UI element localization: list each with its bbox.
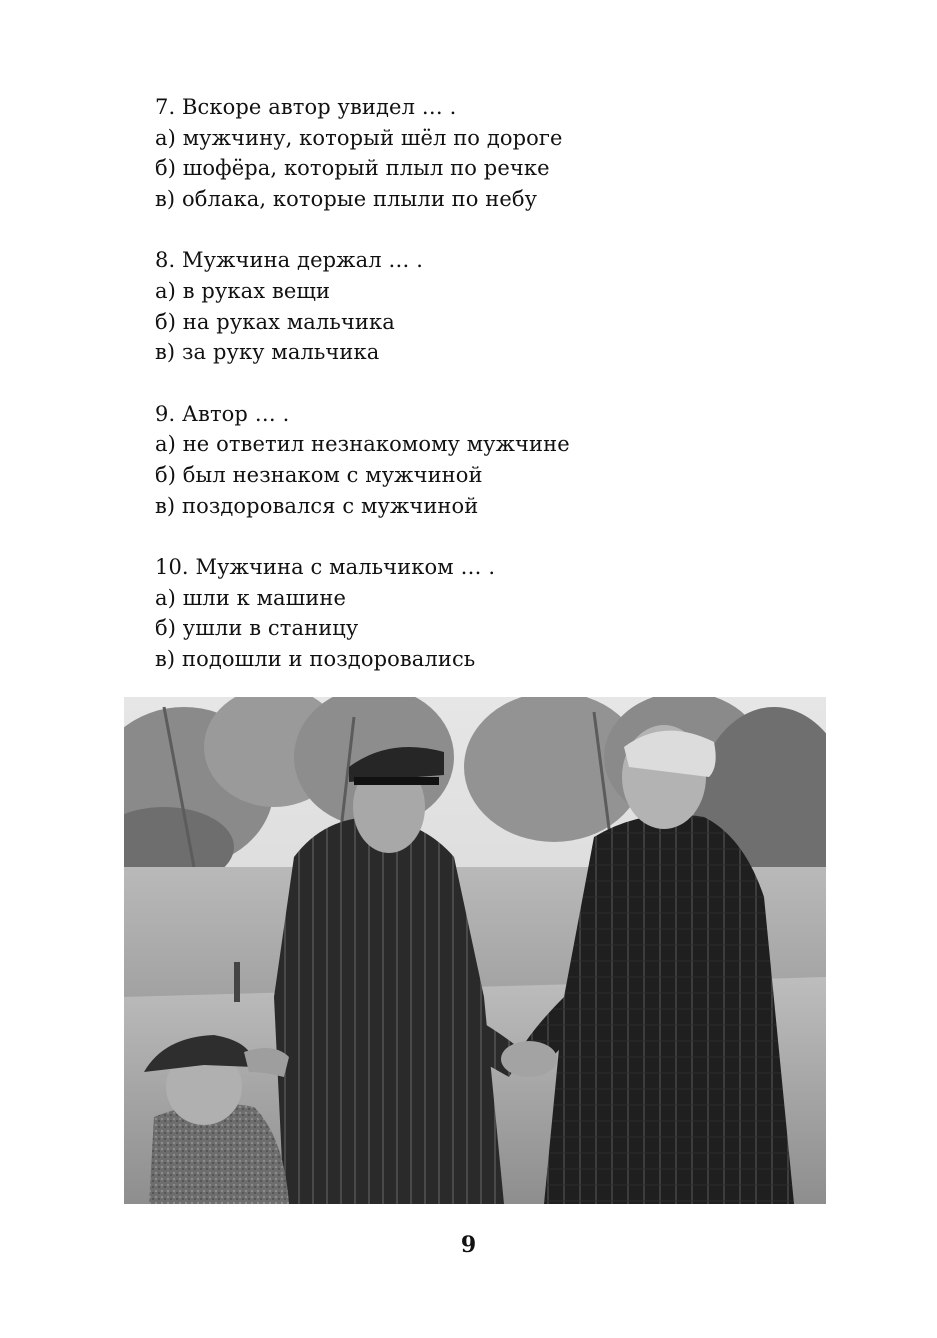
- questions-list: [155, 92, 855, 706]
- question-7: [155, 92, 855, 214]
- answer-option-a: а) шли к машине: [155, 585, 347, 610]
- answer-option-a: а) мужчину, который шёл по дороге: [155, 125, 563, 150]
- tree-stump-shape: [234, 962, 240, 1002]
- photo-illustration: [124, 697, 826, 1204]
- answer-option-a: а) в руках вещи: [155, 278, 331, 303]
- answer-option-b: б) был незнаком с мужчиной: [155, 462, 483, 487]
- answer-option-a: а) не ответил незнакомому мужчине: [155, 432, 570, 457]
- handshake-shape: [501, 1041, 557, 1077]
- answer-option-c: в) подошли и поздоровались: [155, 646, 476, 671]
- question-title: 7. Вскоре автор увидел … .: [155, 95, 457, 119]
- question-10: [155, 552, 855, 674]
- answer-option-b: б) на руках мальчика: [155, 309, 395, 334]
- answer-option-c: в) поздоровался с мужчиной: [155, 493, 479, 518]
- page-number: 9: [460, 1232, 477, 1258]
- question-title: 9. Автор … .: [155, 401, 290, 426]
- question-title: 10. Мужчина с мальчиком … .: [155, 555, 496, 580]
- question-title: 8. Мужчина держал … .: [155, 248, 424, 273]
- question-8: [155, 245, 855, 367]
- answer-option-b: б) шофёра, который плыл по речке: [155, 156, 550, 181]
- answer-option-c: в) за руку мальчика: [155, 340, 380, 365]
- answer-option-b: б) ушли в станицу: [155, 616, 359, 641]
- film-still-photo: [124, 697, 826, 1204]
- answer-option-c: в) облака, которые плыли по небу: [155, 186, 538, 211]
- question-9: [155, 399, 855, 521]
